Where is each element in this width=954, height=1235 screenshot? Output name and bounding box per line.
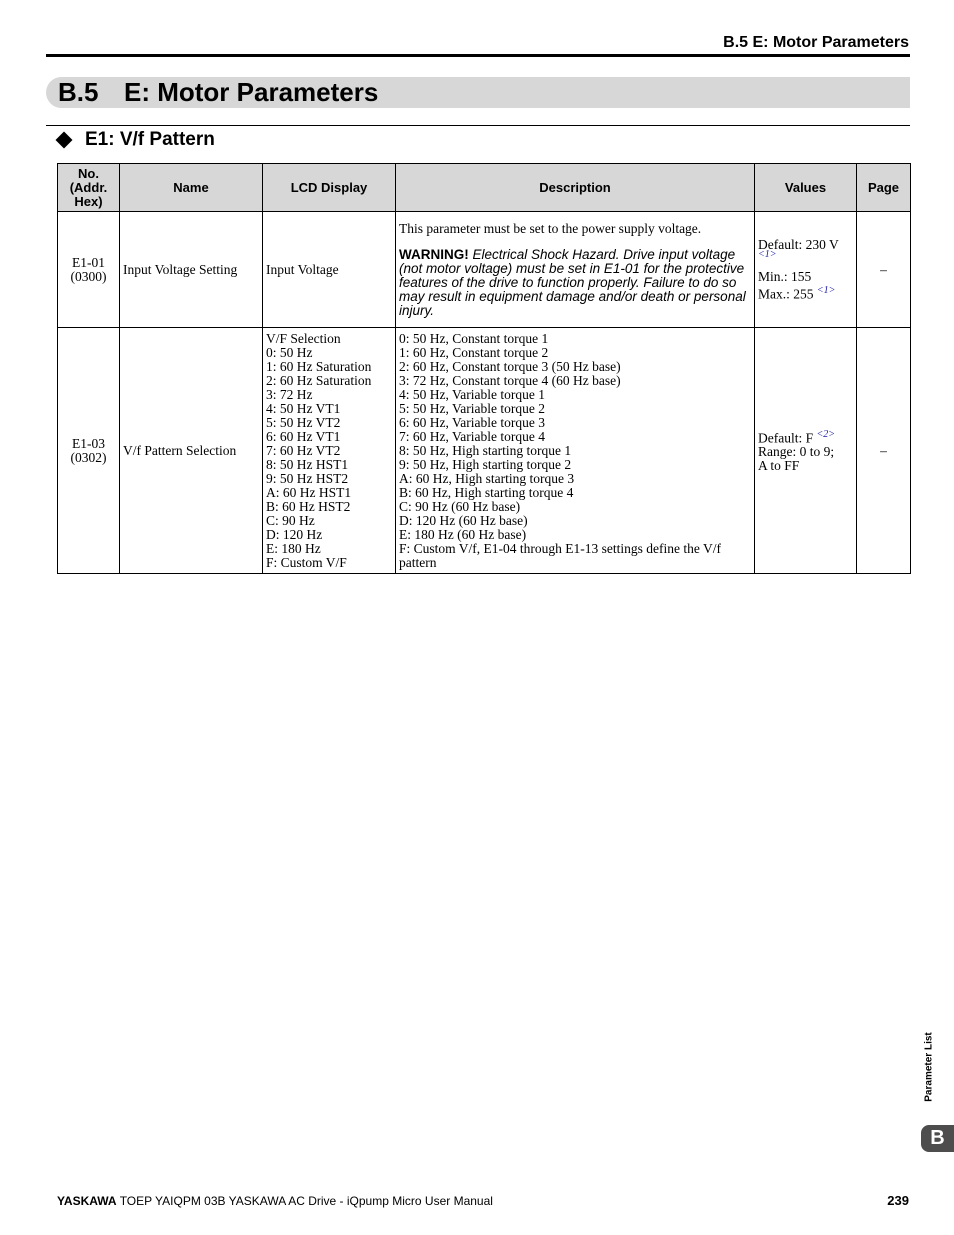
param-number: E1-01 (0300) [58,212,120,328]
warning-label: WARNING! [399,246,469,262]
param-description [396,212,755,328]
section-number: B.5 [58,77,99,107]
param-values [755,328,857,574]
footer-document-title [57,1194,493,1208]
page-number: 239 [887,1193,909,1208]
footer-text: TOEP YAIQPM 03B YASKAWA AC Drive - iQpump Micro User Manual [116,1194,493,1208]
footnote-ref-link[interactable]: <2> [816,428,835,440]
header-values: Values [755,164,857,212]
header-lcd-display: LCD Display [263,164,396,212]
header-description: Description [396,164,755,212]
warning-block [399,248,751,318]
side-section-label [922,1026,936,1108]
param-number: E1-03 (0302) [58,328,120,574]
appendix-tab: B [921,1125,954,1152]
param-name: V/f Pattern Selection [120,328,263,574]
range-value: Range: 0 to 9; A to FF [758,444,835,474]
param-page: – [857,212,911,328]
diamond-bullet-icon [56,132,73,149]
warning-text: Electrical Shock Hazard. Drive input voltage (not motor voltage) must be set in E1-01 for the protective features of the drive to function properly. Failure to do so may result in equipment damage and/or death or personal injury. [399,246,746,318]
footnote-ref-link[interactable]: <1> [758,249,777,260]
section-title: E: Motor Parameters [124,77,379,107]
default-value: Default: 230 V [758,237,839,252]
description-text: This parameter must be set to the power supply voltage. [399,220,702,236]
header-page: Page [857,164,911,212]
param-description: 0: 50 Hz, Constant torque 1 1: 60 Hz, Constant torque 2 2: 60 Hz, Constant torque 3 (50 Hz base) 3: 72 Hz, Constant torque 4 (60 Hz base) 4: 50 Hz, Variable torque 1 5: 50 Hz, Variable torque 2 6: 60 Hz, Variable torque 3 7: 60 Hz, Variable torque 4 8: 50 Hz, High starting torque 1 9: 50 Hz, High starting torque 2 A: 60 Hz, High starting torque 3 B: 60 Hz, High starting torque 4 C: 90 Hz (60 Hz base) D: 120 Hz (60 Hz base) E: 180 Hz (60 Hz base) F: Custom V/f, E1-04 through E1-13 settings define the V/f pattern [396,328,755,574]
header-name: Name [120,164,263,212]
header-rule [46,54,910,57]
param-values [755,212,857,328]
table-row [58,328,911,574]
parameter-table [57,163,911,574]
param-lcd-display: Input Voltage [263,212,396,328]
max-value: Max.: 255 [758,286,814,301]
table-row [58,212,911,328]
table-header-row [58,164,911,212]
side-label-text: Parameter List [923,1032,935,1102]
default-value: Default: F [758,430,814,446]
subsection-title: E1: V/f Pattern [85,129,215,150]
subsection-rule [46,125,910,126]
running-header: B.5 E: Motor Parameters [723,34,909,51]
header-no: No. (Addr. Hex) [58,164,120,212]
param-page: – [857,328,911,574]
footer-brand: YASKAWA [57,1194,117,1208]
min-value: Min.: 155 [758,268,812,284]
footnote-ref-link[interactable]: <1> [816,284,836,296]
param-lcd-display: V/F Selection 0: 50 Hz 1: 60 Hz Saturation 2: 60 Hz Saturation 3: 72 Hz 4: 50 Hz VT1 5: 50 Hz VT2 6: 60 Hz VT1 7: 60 Hz VT2 8: 50 Hz HST1 9: 50 Hz HST2 A: 60 Hz HST1 B: 60 Hz HST2 C: 90 Hz D: 120 Hz E: 180 Hz F: Custom V/F [263,328,396,574]
param-name: Input Voltage Setting [120,212,263,328]
